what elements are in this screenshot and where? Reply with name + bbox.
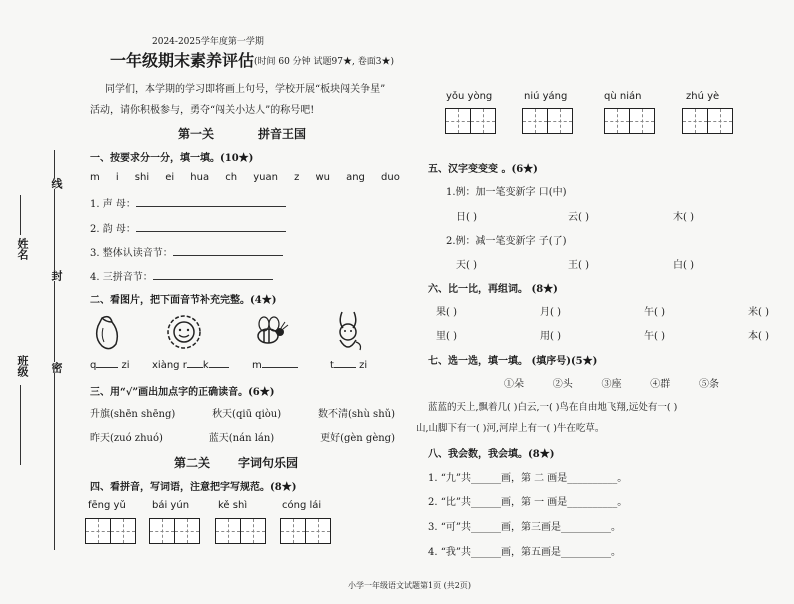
- reading-option[interactable]: 更好(gèn gèng): [320, 433, 395, 444]
- q1-item-triple: [90, 268, 273, 283]
- level-2-label: 第二关: [174, 456, 211, 470]
- q6-row-1: [436, 303, 769, 318]
- q7-title: 七、选一选，填一填。 (填序号)(5★): [428, 356, 598, 367]
- q5-title: 五、汉字变变变 。(6★): [428, 164, 538, 175]
- intro-line-1: 同学们，本学期的学习即将画上句号，学校开展“板块闯关争星”: [105, 84, 386, 95]
- compare-word[interactable]: 里( ): [436, 331, 457, 342]
- compare-word[interactable]: 用( ): [540, 331, 561, 342]
- reading-option[interactable]: 秋天(qiū qiòu): [212, 409, 282, 420]
- tianzige-box[interactable]: [85, 518, 136, 544]
- name-line: [20, 195, 21, 235]
- q8-item[interactable]: 4. “我”共______画，第五画是__________。: [428, 547, 621, 558]
- level-1-name: 拼音王国: [258, 127, 307, 141]
- school-year: 2024-2025学年度第一学期: [152, 37, 264, 47]
- tianzige-box[interactable]: [280, 518, 331, 544]
- compare-word[interactable]: 米( ): [748, 307, 769, 318]
- tianzige-box[interactable]: [522, 108, 573, 134]
- page-title: 一年级期末素养评估: [110, 51, 255, 70]
- q8-title: 八、我会数，我会填。(8★): [428, 449, 555, 460]
- class-label: 班级: [16, 355, 29, 377]
- blank-suffix: zi: [355, 360, 368, 371]
- q1-item-label: 1. 声 母：: [90, 199, 136, 210]
- q1-item-label: 4. 三拼音节：: [90, 272, 153, 283]
- q4-pinyin: yǒu yòng: [446, 91, 493, 102]
- q8-item[interactable]: 1. “九”共______画，第 二 画是__________。: [428, 473, 628, 484]
- q4-pinyin: kě shì: [218, 500, 248, 511]
- tianzige-box[interactable]: [445, 108, 496, 134]
- q5-example-1: 1.例：加一笔变新字 口(中): [446, 187, 567, 198]
- q5-answer[interactable]: 天( ): [456, 260, 477, 271]
- tianzige-box[interactable]: [604, 108, 655, 134]
- q5-example-2: 2.例：减一笔变新字 子(了): [446, 236, 567, 247]
- syllable: duo: [381, 172, 400, 183]
- q1-item-label: 2. 韵 母：: [90, 224, 136, 235]
- q1-syllable-row: [90, 172, 400, 183]
- option: ①朵: [504, 379, 524, 390]
- q1-title: 一、按要求分一分，填一填。(10★): [90, 153, 254, 164]
- option: ②头: [552, 379, 573, 390]
- q7-sentence-2[interactable]: 山,山脚下有一( )河,河岸上有一( )牛在吃草。: [416, 423, 605, 434]
- syllable: z: [294, 172, 300, 183]
- q1-item-initials: [90, 195, 286, 210]
- q1-item-label: 3. 整体认读音节：: [90, 248, 173, 259]
- q4-title: 四、看拼音，写词语，注意把字写规范。(8★): [90, 482, 297, 493]
- reading-option[interactable]: 蓝天(nán lán): [208, 433, 275, 444]
- answer-line[interactable]: [136, 231, 286, 232]
- answer-line[interactable]: [96, 367, 118, 368]
- q5-answer[interactable]: 木( ): [673, 212, 694, 223]
- level-1-label: 第一关: [178, 127, 215, 141]
- q7-options: [504, 375, 719, 390]
- page-footer: 小学一年级语文试题第1页 (共2页): [348, 581, 471, 590]
- syllable: m: [90, 172, 100, 183]
- compare-word[interactable]: 果( ): [436, 307, 457, 318]
- option: ③座: [601, 379, 622, 390]
- syllable: wu: [315, 172, 330, 183]
- seal-label: 密: [50, 362, 63, 373]
- q2-blank-3: [252, 360, 298, 371]
- bee-icon: [250, 312, 290, 352]
- q5-answer[interactable]: 白( ): [673, 260, 694, 271]
- q4-pinyin: bái yún: [152, 500, 190, 511]
- name-label: 姓名: [16, 238, 29, 260]
- intro-line-2: 活动，请你积极参与，勇夺“闯关小达人”的称号吧!: [90, 105, 315, 116]
- eggplant-icon: [88, 312, 128, 352]
- q2-blank-2: [152, 360, 229, 371]
- syllable: hua: [190, 172, 210, 183]
- reading-option[interactable]: 升旗(shēn shēng): [90, 409, 176, 420]
- q2-title: 二、看图片，把下面音节补充完整。(4★): [90, 295, 277, 306]
- q2-blank-4: [330, 360, 367, 371]
- syllable: yuan: [253, 172, 278, 183]
- q5-answer[interactable]: 王( ): [568, 260, 589, 271]
- answer-line[interactable]: [173, 255, 283, 256]
- rabbit-icon: [328, 308, 368, 354]
- compare-word[interactable]: 午( ): [644, 307, 665, 318]
- tianzige-box[interactable]: [682, 108, 733, 134]
- blank-prefix: q: [90, 360, 97, 371]
- q5-answer[interactable]: 日( ): [456, 212, 477, 223]
- syllable: ch: [225, 172, 238, 183]
- q6-row-2: [436, 327, 769, 342]
- syllable: shi: [134, 172, 150, 183]
- blank-prefix: t: [330, 360, 334, 371]
- blank-suffix: k: [202, 360, 209, 371]
- q8-item[interactable]: 3. “可”共______画，第三画是__________。: [428, 522, 621, 533]
- level-2-name: 字词句乐园: [238, 456, 299, 470]
- q4-pinyin: zhú yè: [686, 91, 720, 102]
- blank-suffix: zi: [118, 360, 130, 371]
- q1-item-whole: [90, 244, 283, 259]
- compare-word[interactable]: 午( ): [644, 331, 665, 342]
- exam-info: (时间 60 分钟 试题97★, 卷面3★): [254, 57, 394, 67]
- compare-word[interactable]: 月( ): [540, 307, 561, 318]
- sunflower-icon: [164, 312, 204, 352]
- q3-row-1: [90, 405, 395, 420]
- blank-prefix: m: [252, 360, 262, 371]
- q8-item[interactable]: 2. “比”共______画，第 一 画是__________。: [428, 497, 628, 508]
- xian-label: 线: [50, 178, 63, 189]
- class-line: [20, 385, 21, 465]
- option: ⑤条: [699, 379, 719, 390]
- q6-title: 六、比一比，再组词。 (8★): [428, 284, 558, 295]
- q4-pinyin: cóng lái: [282, 500, 322, 511]
- binding-vertical-line: [54, 150, 55, 550]
- q2-blank-1: [90, 360, 130, 371]
- answer-line[interactable]: [153, 279, 273, 280]
- q5-answer[interactable]: 云( ): [568, 212, 589, 223]
- answer-line[interactable]: [334, 367, 356, 368]
- answer-line[interactable]: [187, 367, 203, 368]
- blank-prefix: xiàng r: [152, 360, 187, 371]
- answer-line[interactable]: [209, 367, 229, 368]
- q4-pinyin: qù nián: [604, 91, 642, 102]
- q3-row-2: [90, 429, 395, 444]
- q4-pinyin: niú yáng: [524, 91, 568, 102]
- q7-sentence-1[interactable]: 蓝蓝的天上,飘着几( )白云,一( )鸟在自由地飞翔,远处有一( ): [428, 402, 678, 413]
- q4-pinyin: fēng yǔ: [88, 500, 126, 511]
- tianzige-box[interactable]: [215, 518, 266, 544]
- syllable: i: [115, 172, 119, 183]
- syllable: ang: [346, 172, 365, 183]
- answer-line[interactable]: [262, 367, 298, 368]
- feng-label: 封: [50, 270, 63, 281]
- reading-option[interactable]: 昨天(zuó zhuó): [90, 433, 163, 444]
- tianzige-box[interactable]: [149, 518, 200, 544]
- compare-word[interactable]: 本( ): [748, 331, 769, 342]
- answer-line[interactable]: [136, 206, 286, 207]
- reading-option[interactable]: 数不清(shù shǔ): [317, 409, 395, 420]
- q3-title: 三、用“√”画出加点字的正确读音。(6★): [90, 387, 275, 398]
- syllable: ei: [165, 172, 175, 183]
- q1-item-finals: [90, 220, 286, 235]
- option: ④群: [650, 379, 671, 390]
